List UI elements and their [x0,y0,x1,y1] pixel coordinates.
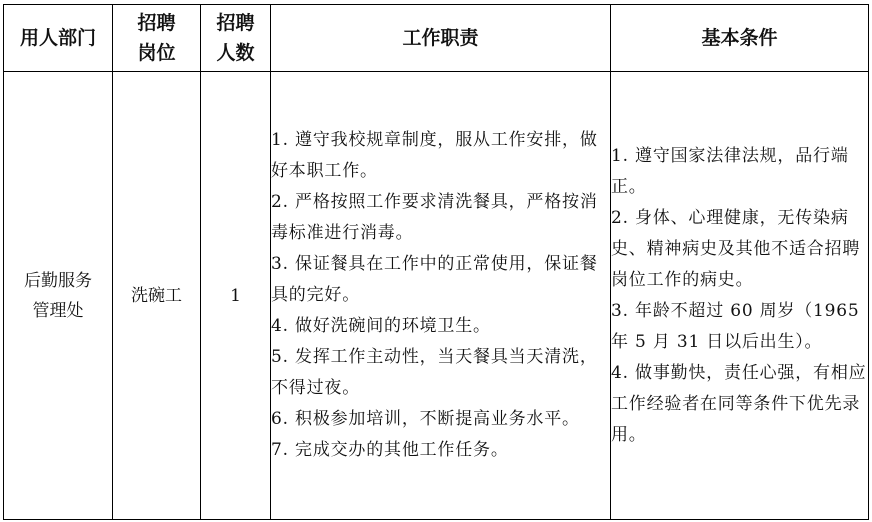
cell-duties [271,72,611,520]
header-count [201,5,271,72]
department-line: 管理处 [32,300,84,321]
cell-count: 1 [201,72,271,520]
condition-item: 2. 身体、心理健康，无传染病史、精神病史及其他不适合招聘岗位工作的病史。 [611,207,861,290]
cell-department [4,72,113,520]
duty-item: 2. 严格按照工作要求清洗餐具，严格按消毒标准进行消毒。 [271,192,598,243]
header-duties: 工作职责 [271,5,611,72]
duty-item: 7. 完成交办的其他工作任务。 [271,440,509,460]
duty-item: 1. 遵守我校规章制度，服从工作安排，做好本职工作。 [271,130,598,181]
condition-item: 1. 遵守国家法律法规，品行端正。 [611,145,849,197]
header-count-line: 人数 [216,42,255,64]
header-department: 用人部门 [4,5,113,72]
header-position-line: 招聘 [137,12,176,34]
header-count-line: 招聘 [216,12,255,34]
duty-item: 6. 积极参加培训，不断提高业务水平。 [271,409,580,429]
duty-item: 4. 做好洗碗间的环境卫生。 [271,316,491,336]
condition-item: 3. 年龄不超过 60 周岁（1965 年 5 月 31 日以后出生）。 [611,300,860,352]
duty-item: 3. 保证餐具在工作中的正常使用，保证餐具的完好。 [271,254,598,305]
table-row [4,72,869,520]
header-conditions: 基本条件 [611,5,869,72]
header-row [4,5,869,72]
header-position [113,5,201,72]
department-line: 后勤服务 [24,270,92,291]
recruitment-table [3,4,869,520]
condition-item: 4. 做事勤快，责任心强，有相应工作经验者在同等条件下优先录用。 [611,362,867,445]
cell-position: 洗碗工 [113,72,201,520]
cell-conditions [611,72,869,520]
duty-item: 5. 发挥工作主动性，当天餐具当天清洗，不得过夜。 [271,347,598,398]
header-position-line: 岗位 [137,42,176,64]
